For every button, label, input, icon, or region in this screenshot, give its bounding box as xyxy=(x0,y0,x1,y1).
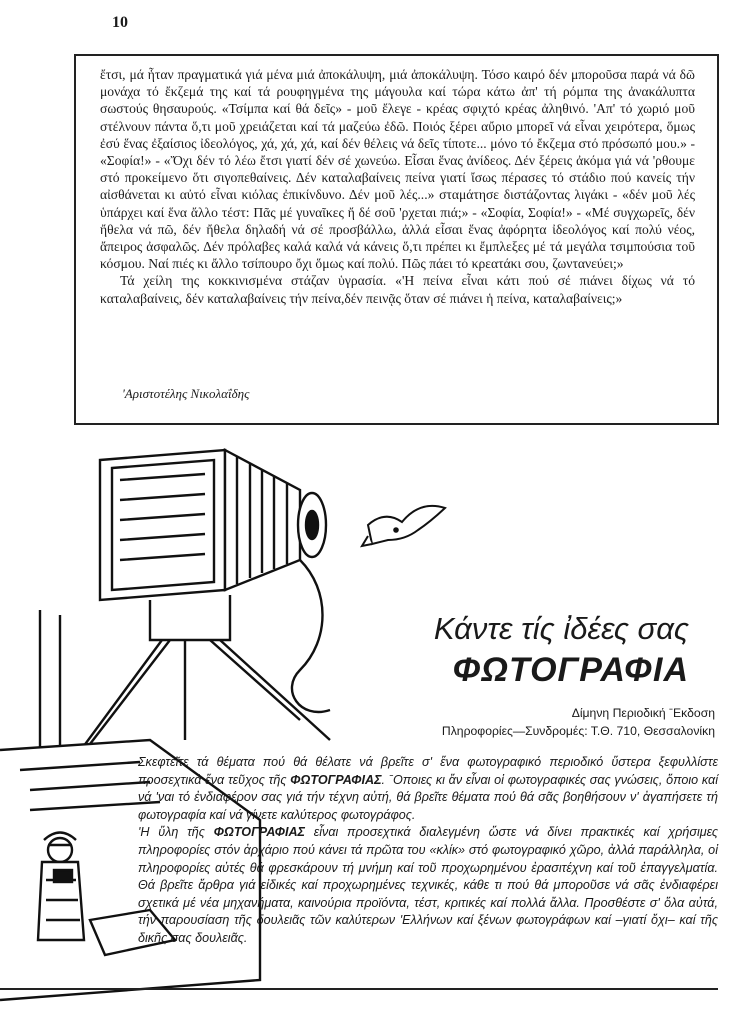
story-paragraph: Τά χείλη της κοκκινισμένα στάζαν ὑγρασία. «'Η πείνα εἶναι κάτι πού σέ πιάνει δίχως νά τό καταλαβαίνεις, δέν καταλαβαίνεις τήν πείνα,δέν πεινᾷς ὅταν σέ πιάνει ἡ πείνα, καταλαβαίνεις;» xyxy=(100,273,695,306)
ad-body-text: . ˉΟποιες κι ἄν εἶναι οἱ φωτογραφικές σας γνώσεις, ὅποιο καί νά 'ναι τό ἐνδιαφέρον σας γιά τήν τέχνη αὐτή, θά βρεῖτε θέματα πού θά σᾶς βοηθήσουν ν' ἀγαπήσετε τή φωτογραφία καί νά γίνετε καλύτερος φωτογράφος. xyxy=(138,772,718,822)
ad-body-text: εἶναι προσεχτικά διαλεγμένη ὥστε νά δίνει πρακτικές καί χρήσιμες πληροφορίες στόν ἀρχάριο πού κάνει τά πρῶτα του «κλίκ» στό φωτογραφικό χῶρο, ἀλλά παράλληλα, οἱ πληροφορίες αὐτές θά φρεσκάρουν τή μνήμη καί τοῦ προχωρημένου ἐρασιτέχνη καί τοῦ ἐπαγγελματία. Θά βρεῖτε ἄρθρα γιά εἰδικές καί προχωρημένες τεχνικές, κάθε τι πού θά μποροῦσε νά σᾶς ἐνδιαφέρει σχετικά μέ νέα μηχανήματα, καινούρια προϊόντα, τέστ, κριτικές καί πολλά ἄλλα. Προσθέστε σ' ὅλα αὐτά, τήν παρουσίαση τῆς δουλειᾶς τῶν καλύτερων 'Ελλήνων καί ξένων φωτογράφων καί –γιατί ὄχι– καί τῆς δικῆς σας δουλειᾶς. xyxy=(138,825,718,945)
ad-body-text: Σκεφτεῖτε τά θέματα πού θά θέλατε νά βρεῖτε σ' ἕνα φωτογραφικό περιοδικό ὕστερα ξεφυλλίστε προσεχτικά ἕνα τεῦχος τῆς xyxy=(138,755,718,787)
ad-body xyxy=(138,754,718,948)
page-number: 10 xyxy=(112,14,128,31)
ad-subtitle: Κάντε τίς ἰδέες σας xyxy=(433,611,689,646)
story-box xyxy=(74,54,719,425)
dove-icon xyxy=(362,506,445,546)
ad-body-paragraph xyxy=(138,754,718,824)
ad-body-paragraph xyxy=(138,824,718,947)
ad-brand-inline: ΦΩΤΟΓΡΑΦΙΑΣ xyxy=(213,825,305,840)
ad-brand-inline: ΦΩΤΟΓΡΑΦΙΑΣ xyxy=(290,772,382,787)
ad-info-line: Πληροφορίες—Συνδρομές: Τ.Θ. 710, Θεσσαλονίκη xyxy=(441,724,715,738)
story-paragraph: ἔτσι, μά ἦταν πραγματικά γιά μένα μιά ἀποκάλυψη, μιά ἀποκάλυψη. Τόσο καιρό δέν μποροῦσα παρά νά δῶ μονάχα τό ἔκζεμά της καί τά ρουφηγμένα της μάγουλα καί τώρα κάτω ἀπ' τή ρόμπα της ἀνακάλυπτα σωστούς θησαυρούς. «Τσίμπα καί θά δεῖς» - μοῦ ἔλεγε - κρέας σφιχτό κρέας ἀληθινό. 'Απ' τό χωριό μοῦ στέλνουν πάντα ὅ,τι μοῦ χρειάζεται καί τά μαζεύω ἐδῶ. Ποιός ξέρει αὔριο μπορεῖ νά εἶναι χειρότερα, ὅμως ἐσύ ἕνας ἐξαίσιος ἰδεολόγος, χά, χά, χά, καί δέν θέλεις νά δεῖς τίποτε... μόνο τό ἔκζεμα στό πρόσωπό μου.» - «Σοφία!» - «Ὄχι δέν τό λέω ἔτσι γιατί δέν σέ χωνεύω. Εἶσαι ἕνας ἀνίδεος. Δέν ξέρεις ἀκόμα γιά νά 'ρθουμε στό προκείμενο ὅτι σιγοπεθαίνεις. Δέν καταλαβαίνεις πείνα γιατί ἴσως πέρασες τό στάδιο πού κανείς τήν αἰσθάνεται κι αὐτό εἶναι κιόλας ἐπικίνδυνο. Δέν μοῦ λές...» σταμάτησε διστάζοντας λιγάκι - «δέν μοῦ λές ὑπάρχει καί ἕνα ἄλλο τέστ: Πᾶς μέ γυναῖκες ἤ δέ σοῦ 'ρχεται πιά;» - «Σοφία, Σοφία!» - «Μέ συγχωρεῖς, δέν ἤθελα νά πῶ, δέν ἤθελα δηλαδή νά σέ προσβάλλω, ἀλλά εἶσαι ἕνας ἀφόρητα ἰδεολόγος καί πολύ νέος, ἄπειρος ἀσφαλῶς. Δέν πρόλαβες καλά καλά νά κάνεις ὅ,τι πρέπει κι ἔμπλεξες μέ τά μεγάλα τσιμπούσια τοῦ κόσμου. Ναί πιές κι ἄλλο τσίπουρο ὄχι ὅμως καί πολύ. Πῶς πάει τό κρεατάκι σου, ζωντανεύει;» xyxy=(100,67,695,272)
story-author: 'Αριστοτέλης Νικολαΐδης xyxy=(122,386,250,401)
ad-brand-title: ΦΩΤΟΓΡΑΦΙΑ xyxy=(452,651,689,689)
ad-heading xyxy=(434,612,689,692)
ad-body-text: 'Η ὕλη τῆς xyxy=(138,825,214,840)
bottom-divider xyxy=(0,988,718,990)
ad-info-line: Δίμηνη Περιοδική ˉΕκδοση xyxy=(571,706,715,720)
story-text xyxy=(100,66,695,307)
ad-info xyxy=(442,704,715,740)
